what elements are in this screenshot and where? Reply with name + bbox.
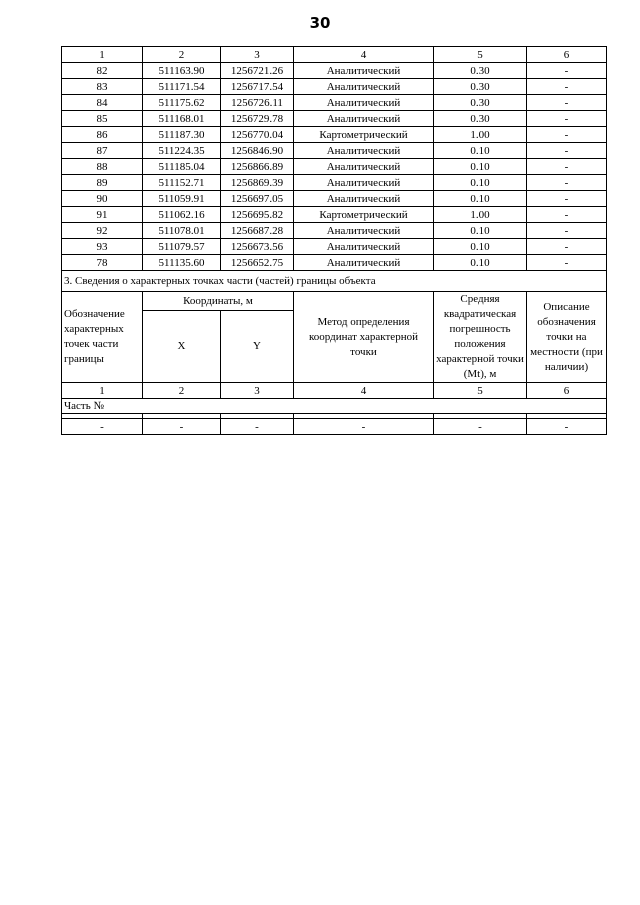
table-cell: -: [527, 191, 607, 207]
col-point-header: Обозначение характерных точек части границы: [62, 292, 143, 383]
table-cell: 511171.54: [143, 79, 221, 95]
table-cell: 1256697.05: [221, 191, 294, 207]
table-cell: -: [527, 175, 607, 191]
table-cell: 1256770.04: [221, 127, 294, 143]
table-cell: 1256695.82: [221, 207, 294, 223]
table-row: [62, 79, 607, 95]
table-cell: 511185.04: [143, 159, 221, 175]
table-cell: Аналитический: [294, 191, 434, 207]
table-cell: 0.10: [434, 255, 527, 271]
table-cell: 0.30: [434, 111, 527, 127]
header-cell: 2: [143, 47, 221, 63]
table-cell: Картометрический: [294, 207, 434, 223]
number-cell: 4: [294, 383, 434, 399]
table-cell: 1256726.11: [221, 95, 294, 111]
table-cell: Картометрический: [294, 127, 434, 143]
header-cell: 3: [221, 47, 294, 63]
table-row: [62, 239, 607, 255]
table-cell: 511163.90: [143, 63, 221, 79]
page-number: 30: [309, 14, 331, 32]
table-row: [62, 159, 607, 175]
col-coords-header: Координаты, м: [143, 292, 294, 311]
table-cell: 84: [62, 95, 143, 111]
table-cell: 83: [62, 79, 143, 95]
table-row: [62, 207, 607, 223]
table-cell: 1256673.56: [221, 239, 294, 255]
table-cell: 92: [62, 223, 143, 239]
table-cell: 0.10: [434, 175, 527, 191]
table-cell: -: [527, 95, 607, 111]
table-row: [62, 191, 607, 207]
table-cell: 91: [62, 207, 143, 223]
col-method-header: Метод определения координат характерной точки: [294, 292, 434, 383]
table-cell: -: [527, 111, 607, 127]
table-row: [62, 223, 607, 239]
table-cell: 78: [62, 255, 143, 271]
table-cell: 1256717.54: [221, 79, 294, 95]
table-cell: 1256729.78: [221, 111, 294, 127]
table-cell: -: [527, 159, 607, 175]
col-y-header: Y: [221, 310, 294, 382]
table-cell: 511078.01: [143, 223, 221, 239]
table-row: [62, 255, 607, 271]
empty-row: [62, 419, 607, 435]
empty-cell: -: [294, 419, 434, 435]
table-cell: 511079.57: [143, 239, 221, 255]
table-row: [62, 127, 607, 143]
table-row: [62, 95, 607, 111]
table-cell: 0.30: [434, 95, 527, 111]
table-cell: Аналитический: [294, 175, 434, 191]
number-cell: 2: [143, 383, 221, 399]
table-cell: 89: [62, 175, 143, 191]
table-cell: 0.10: [434, 143, 527, 159]
empty-cell: -: [62, 419, 143, 435]
table-cell: 0.30: [434, 63, 527, 79]
table-cell: 1.00: [434, 127, 527, 143]
points-table: [61, 46, 607, 435]
table-cell: Аналитический: [294, 111, 434, 127]
table-cell: 85: [62, 111, 143, 127]
table-cell: Аналитический: [294, 255, 434, 271]
col-x-header: X: [143, 310, 221, 382]
table-cell: 1256721.26: [221, 63, 294, 79]
table-cell: 1256846.90: [221, 143, 294, 159]
table-cell: -: [527, 207, 607, 223]
table-cell: 511059.91: [143, 191, 221, 207]
table-row: [62, 63, 607, 79]
empty-cell: -: [527, 419, 607, 435]
table1-body: [62, 47, 607, 271]
table-cell: 0.10: [434, 223, 527, 239]
table-cell: 511168.01: [143, 111, 221, 127]
table-cell: 0.10: [434, 191, 527, 207]
table-cell: -: [527, 255, 607, 271]
table-row: [62, 143, 607, 159]
table-cell: Аналитический: [294, 95, 434, 111]
number-cell: 3: [221, 383, 294, 399]
col-desc-header: Описание обозначения точки на местности (при наличии): [527, 292, 607, 383]
table-cell: Аналитический: [294, 143, 434, 159]
table-cell: 88: [62, 159, 143, 175]
table-cell: 0.10: [434, 239, 527, 255]
table-row: [62, 111, 607, 127]
table-cell: Аналитический: [294, 79, 434, 95]
table-cell: 511152.71: [143, 175, 221, 191]
table-cell: -: [527, 63, 607, 79]
header-cell: 4: [294, 47, 434, 63]
header-cell: 6: [527, 47, 607, 63]
table-cell: 87: [62, 143, 143, 159]
table-cell: Аналитический: [294, 239, 434, 255]
table-cell: -: [527, 223, 607, 239]
table-cell: 511135.60: [143, 255, 221, 271]
table-row: [62, 175, 607, 191]
table-cell: 1256687.28: [221, 223, 294, 239]
number-cell: 1: [62, 383, 143, 399]
number-cell: 5: [434, 383, 527, 399]
col-error-header: Средняя квадратическая погрешность положения характерной точки (Mt), м: [434, 292, 527, 383]
table-cell: -: [527, 239, 607, 255]
part-label: Часть №: [62, 399, 607, 414]
table-cell: -: [527, 143, 607, 159]
table-cell: 0.10: [434, 159, 527, 175]
table-cell: 1256652.75: [221, 255, 294, 271]
section3-number-row: [62, 383, 607, 399]
section3: [62, 271, 607, 435]
table-cell: 93: [62, 239, 143, 255]
table-cell: 1256869.39: [221, 175, 294, 191]
table-cell: 511062.16: [143, 207, 221, 223]
table-cell: 511175.62: [143, 95, 221, 111]
header-cell: 5: [434, 47, 527, 63]
empty-cell: -: [434, 419, 527, 435]
table-cell: Аналитический: [294, 159, 434, 175]
table-cell: 511187.30: [143, 127, 221, 143]
empty-cell: -: [221, 419, 294, 435]
table-cell: Аналитический: [294, 63, 434, 79]
table-cell: Аналитический: [294, 223, 434, 239]
table-cell: 86: [62, 127, 143, 143]
table-cell: 0.30: [434, 79, 527, 95]
table-cell: -: [527, 79, 607, 95]
table-cell: 1256866.89: [221, 159, 294, 175]
empty-cell: -: [143, 419, 221, 435]
table-cell: 1.00: [434, 207, 527, 223]
table-cell: -: [527, 127, 607, 143]
header-cell: 1: [62, 47, 143, 63]
number-cell: 6: [527, 383, 607, 399]
table-cell: 82: [62, 63, 143, 79]
table-cell: 90: [62, 191, 143, 207]
table-header-row: [62, 47, 607, 63]
section3-title: 3. Сведения о характерных точках части (частей) границы объекта: [62, 271, 607, 292]
table-cell: 511224.35: [143, 143, 221, 159]
